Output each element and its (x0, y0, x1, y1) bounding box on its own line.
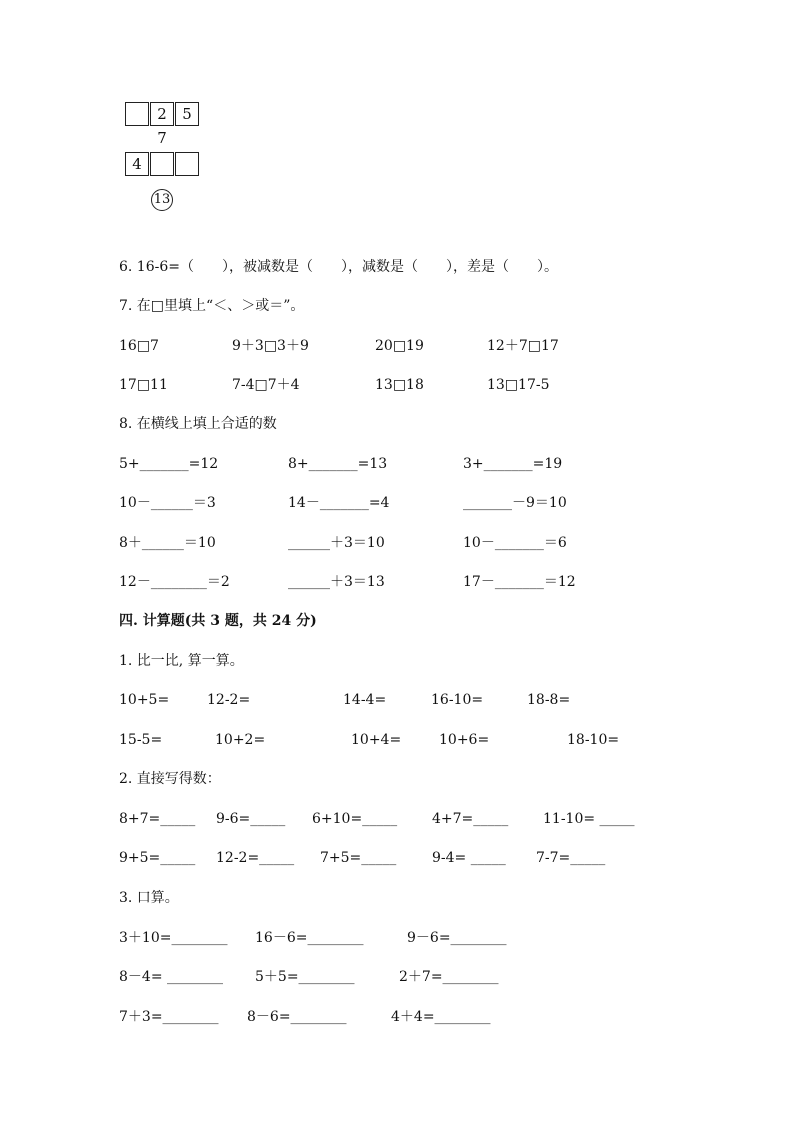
q7-item: 17□11 (119, 377, 168, 393)
p3-item: 9－6=________ (407, 930, 507, 946)
p3-item: 7＋3=________ (119, 1009, 219, 1025)
p1-item: 16-10= (431, 692, 484, 708)
problem-1-title: 1. 比一比, 算一算。 (119, 653, 244, 669)
q8-item: 5+_______=12 (119, 456, 219, 472)
grid-cell-r3c3 (175, 152, 199, 176)
p2-item: 7-7=_____ (536, 850, 606, 866)
grid-cell-r1c2: 2 (150, 102, 174, 126)
section-4-title: 四. 计算题(共 3 题，共 24 分) (119, 613, 317, 629)
p1-item: 10+2= (215, 732, 266, 748)
p3-item: 3＋10=________ (119, 930, 228, 946)
p3-item: 5＋5=________ (255, 969, 355, 985)
circled-number: 13 (151, 189, 173, 211)
p1-item: 10+4= (351, 732, 402, 748)
p3-item: 2＋7=________ (399, 969, 499, 985)
p2-item: 9-4= _____ (432, 850, 506, 866)
grid-cell-r2c2: 7 (157, 129, 167, 147)
question-8-title: 8. 在横线上填上合适的数 (119, 416, 277, 432)
p3-item: 4＋4=________ (391, 1009, 491, 1025)
p2-item: 4+7=_____ (432, 811, 509, 827)
p1-item: 18-8= (527, 692, 571, 708)
q8-item: 12－________＝2 (119, 574, 230, 590)
question-7-title: 7. 在□里填上“＜、＞或＝”。 (119, 298, 305, 314)
p3-item: 8－6=________ (247, 1009, 347, 1025)
q8-item: ______＋3＝13 (288, 574, 385, 590)
p1-item: 10+5= (119, 692, 170, 708)
q7-item: 13□18 (375, 377, 424, 393)
q8-item: 10－______＝3 (119, 495, 216, 511)
q8-item: 14－_______=4 (288, 495, 390, 511)
grid-cell-r3c2 (150, 152, 174, 176)
problem-2-title: 2. 直接写得数： (119, 771, 221, 787)
q8-item: 8+_______=13 (288, 456, 388, 472)
q8-item: ______＋3＝10 (288, 535, 385, 551)
q8-item: 8＋______＝10 (119, 535, 216, 551)
q7-item: 13□17-5 (487, 377, 550, 393)
grid-cell-r1c1 (125, 102, 149, 126)
q7-item: 16□7 (119, 338, 159, 354)
p2-item: 6+10=_____ (312, 811, 398, 827)
q7-item: 20□19 (375, 338, 424, 354)
p2-item: 9-6=_____ (216, 811, 286, 827)
problem-3-title: 3. 口算。 (119, 890, 179, 906)
p2-item: 8+7=_____ (119, 811, 196, 827)
p1-item: 10+6= (439, 732, 490, 748)
question-6: 6. 16-6=（ ），被减数是（ ），减数是（ ），差是（ ）。 (119, 259, 558, 275)
p2-item: 7+5=_____ (320, 850, 397, 866)
q7-item: 12＋7□17 (487, 338, 559, 354)
p1-item: 15-5= (119, 732, 163, 748)
p3-item: 8－4= ________ (119, 969, 223, 985)
p3-item: 16－6=________ (255, 930, 364, 946)
p2-item: 12-2=_____ (216, 850, 295, 866)
q8-item: _______－9＝10 (463, 495, 567, 511)
q7-item: 9＋3□3＋9 (232, 338, 309, 354)
q8-item: 17－_______＝12 (463, 574, 576, 590)
q8-item: 3+_______=19 (463, 456, 563, 472)
p2-item: 9+5=_____ (119, 850, 196, 866)
p1-item: 18-10= (567, 732, 620, 748)
grid-cell-r3c1: 4 (125, 152, 149, 176)
q7-item: 7-4□7＋4 (232, 377, 300, 393)
p1-item: 12-2= (207, 692, 251, 708)
p1-item: 14-4= (343, 692, 387, 708)
p2-item: 11-10= _____ (543, 811, 635, 827)
grid-cell-r1c3: 5 (175, 102, 199, 126)
q8-item: 10－_______＝6 (463, 535, 567, 551)
